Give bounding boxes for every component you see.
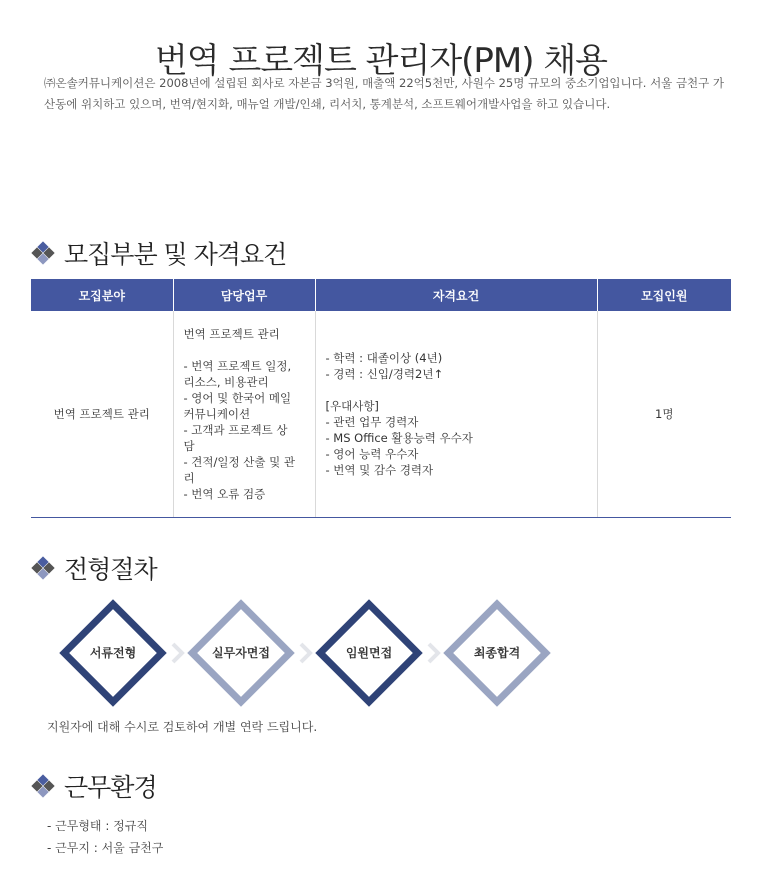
- process-section-header: [32, 551, 157, 585]
- recruit-heading: 모집부분 및 자격요건: [64, 240, 287, 269]
- cell-line: [184, 342, 305, 358]
- cell-line: - 번역 오류 검증: [183, 487, 266, 501]
- company-intro: ㈜온솔커뮤니케이션은 2008년에 설립된 회사로 자본금 3억원, 매출액 22억5천만, 사원수 25명 규모의 중소기업입니다. 서울 금천구 가산동에 위치하고 있으며, 번역/현지화, 매뉴얼 개발/인쇄, 리서치, 통계분석, 소프트웨어개발사업을 하고 있습니다.: [44, 76, 725, 111]
- cell-line: - 고객과 프로젝트 상: [183, 423, 288, 437]
- environment-list: [47, 815, 163, 859]
- field-cell: 번역 프로젝트 관리: [31, 311, 173, 518]
- page-title: 번역 프로젝트 관리자(PM) 채용: [154, 40, 608, 81]
- section-diamond-icon: [32, 242, 54, 264]
- process-steps: [58, 598, 578, 708]
- environment-section-header: [32, 769, 157, 803]
- recruit-table: [31, 279, 731, 518]
- process-step: [442, 598, 552, 708]
- cell-line: 담: [183, 439, 195, 453]
- process-step: [314, 598, 424, 708]
- process-step-label: 임원면접: [345, 646, 393, 660]
- cell-line: [326, 382, 587, 398]
- process-note: 지원자에 대해 수시로 검토하여 개별 연락 드립니다.: [47, 720, 318, 734]
- cell-line: - 번역 프로젝트 일정,: [183, 359, 292, 373]
- cell-line: - 관련 업무 경력자: [325, 415, 419, 429]
- list-item: - 근무지 : 서울 금천구: [47, 841, 164, 855]
- cell-line: - 영어 및 한국어 메일: [183, 391, 292, 405]
- column-header: 자격요건: [315, 279, 597, 311]
- section-diamond-icon: [32, 557, 54, 579]
- recruit-section-header: [32, 236, 286, 270]
- process-step-label: 실무자면접: [212, 646, 270, 660]
- cell-line: - 경력 : 신입/경력2년↑: [325, 367, 444, 381]
- column-header: 담당업무: [173, 279, 315, 311]
- cell-line: - 영어 능력 우수자: [325, 447, 419, 461]
- cell-line: 리소스, 비용관리: [183, 375, 269, 389]
- chevron-right-icon: [170, 642, 186, 664]
- cell-line: - 번역 및 감수 경력자: [325, 463, 434, 477]
- cell-line: [우대사항]: [325, 399, 379, 413]
- cell-line: - MS Office 활용능력 우수자: [325, 431, 473, 445]
- column-header: 모집인원: [597, 279, 731, 311]
- headcount-cell: 1명: [597, 311, 731, 518]
- cell-line: - 학력 : 대졸이상 (4년): [325, 351, 443, 365]
- cell-line: 번역 프로젝트 관리: [183, 327, 280, 341]
- cell-line: 리: [183, 471, 195, 485]
- cell-line: - 견적/일정 산출 및 관: [183, 455, 296, 469]
- chevron-right-icon: [298, 642, 314, 664]
- chevron-right-icon: [426, 642, 442, 664]
- process-step: [58, 598, 168, 708]
- process-step-label: 서류전형: [89, 646, 137, 660]
- process-heading: 전형절차: [64, 555, 157, 584]
- list-item: - 근무형태 : 정규직: [47, 819, 148, 833]
- process-step: [186, 598, 296, 708]
- process-step-label: 최종합격: [473, 646, 521, 660]
- column-header: 모집분야: [31, 279, 173, 311]
- requirements-cell: [315, 311, 597, 518]
- section-diamond-icon: [32, 775, 54, 797]
- table-row: [31, 311, 731, 518]
- table-header-row: [31, 279, 731, 311]
- cell-line: 커뮤니케이션: [183, 407, 251, 421]
- environment-heading: 근무환경: [64, 773, 157, 802]
- duties-cell: [173, 311, 315, 518]
